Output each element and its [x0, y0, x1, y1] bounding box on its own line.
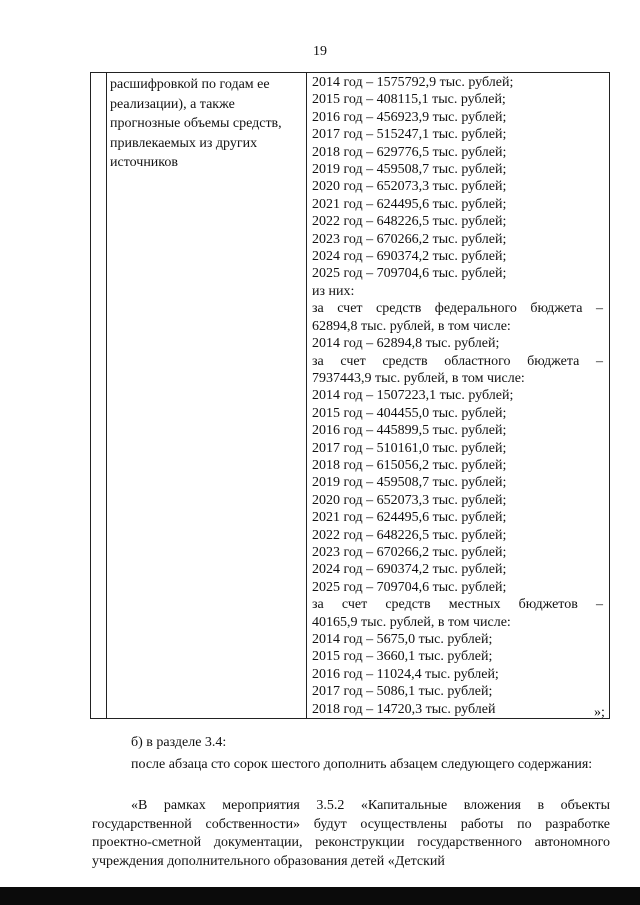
funding-line: 2015 год – 404455,0 тыс. рублей;	[312, 405, 507, 421]
funding-line: 2014 год – 62894,8 тыс. рублей;	[312, 336, 500, 352]
funding-line: за счет средств федерального бюджета –	[312, 301, 603, 317]
funding-line: 2019 год – 459508,7 тыс. рублей;	[312, 475, 507, 491]
funding-line: 2016 год – 11024,4 тыс. рублей;	[312, 666, 499, 682]
funding-line: 2022 год – 648226,5 тыс. рублей;	[312, 527, 507, 543]
funding-line: 2025 год – 709704,6 тыс. рублей;	[312, 579, 507, 595]
funding-line: 2014 год – 1575792,9 тыс. рублей;	[312, 75, 514, 90]
funding-line: 2021 год – 624495,6 тыс. рублей;	[312, 510, 507, 526]
funding-line: 62894,8 тыс. рублей, в том числе:	[312, 318, 511, 334]
funding-line: 2017 год – 510161,0 тыс. рублей;	[312, 440, 507, 456]
scan-border	[0, 887, 640, 905]
paragraph-new-content: «В рамках мероприятия 3.5.2 «Капитальные вложения в объекты государственной собственности» будут осуществлены работы по разработке проектно-сметной документации, реконструкции государственного автономного учреждения дополнительного образования детей «Детский	[92, 798, 610, 869]
funding-line: 2015 год – 408115,1 тыс. рублей;	[312, 92, 506, 108]
funding-line: за счет средств областного бюджета –	[312, 353, 603, 369]
description-line: прогнозные объемы средств,	[110, 116, 282, 131]
funding-line: 2020 год – 652073,3 тыс. рублей;	[312, 179, 507, 195]
funding-line: 2016 год – 456923,9 тыс. рублей;	[312, 109, 507, 125]
description-line: расшифровкой по годам ее	[110, 77, 270, 92]
funding-line: 2015 год – 3660,1 тыс. рублей;	[312, 649, 493, 665]
funding-line: 2024 год – 690374,2 тыс. рублей;	[312, 562, 507, 578]
funding-line: 40165,9 тыс. рублей, в том числе:	[312, 614, 511, 630]
funding-line: 2016 год – 445899,5 тыс. рублей;	[312, 423, 507, 439]
funding-values-text	[307, 73, 609, 718]
description-cell	[107, 73, 307, 719]
funding-line: за счет средств местных бюджетов –	[312, 597, 603, 613]
funding-line: 2024 год – 690374,2 тыс. рублей;	[312, 249, 507, 265]
closing-quote-mark: »;	[594, 705, 605, 720]
page-number: 19	[313, 44, 327, 59]
values-cell	[307, 73, 610, 719]
funding-line: 2017 год – 515247,1 тыс. рублей;	[312, 127, 507, 143]
funding-line: 2025 год – 709704,6 тыс. рублей;	[312, 266, 507, 282]
funding-line: 2023 год – 670266,2 тыс. рублей;	[312, 231, 507, 247]
funding-table	[90, 72, 610, 719]
funding-line: 2014 год – 5675,0 тыс. рублей;	[312, 632, 493, 647]
funding-line: 2018 год – 14720,3 тыс. рублей	[312, 701, 496, 717]
description-text	[107, 73, 306, 173]
funding-line: 2019 год – 459508,7 тыс. рублей;	[312, 162, 507, 178]
paragraph-instruction: после абзаца сто сорок шестого дополнить абзацем следующего содержания:	[131, 757, 593, 772]
description-line: реализации), а также	[110, 96, 235, 112]
section-heading: б) в разделе 3.4:	[131, 735, 227, 750]
funding-line: 2014 год – 1507223,1 тыс. рублей;	[312, 388, 514, 404]
funding-line: из них:	[312, 283, 355, 299]
row-number-cell	[91, 73, 107, 719]
description-line: привлекаемых из других	[110, 135, 258, 151]
funding-line: 2017 год – 5086,1 тыс. рублей;	[312, 684, 493, 700]
funding-line: 2023 год – 670266,2 тыс. рублей;	[312, 544, 507, 560]
funding-line: 2021 год – 624495,6 тыс. рублей;	[312, 196, 507, 212]
table-row	[91, 73, 610, 719]
funding-line: 2022 год – 648226,5 тыс. рублей;	[312, 214, 507, 230]
funding-line: 2018 год – 629776,5 тыс. рублей;	[312, 144, 507, 160]
funding-line: 7937443,9 тыс. рублей, в том числе:	[312, 370, 525, 386]
funding-line: 2020 год – 652073,3 тыс. рублей;	[312, 492, 507, 508]
description-line: источников	[110, 155, 179, 170]
funding-line: 2018 год – 615056,2 тыс. рублей;	[312, 457, 507, 473]
